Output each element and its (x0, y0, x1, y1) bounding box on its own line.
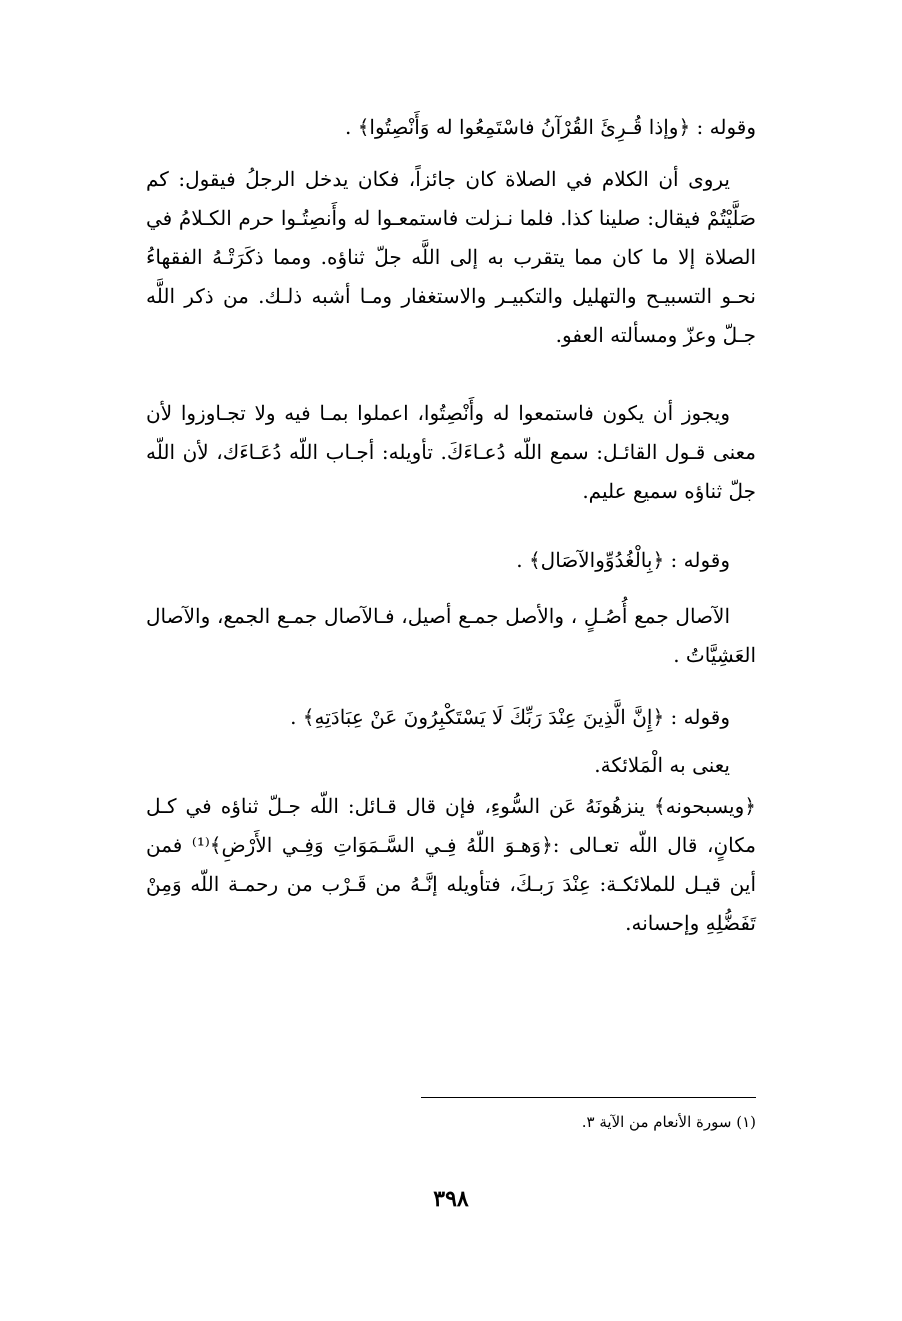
quote-verse-listen: وقوله : ﴿وإذا قُـرِئَ القُرْآنُ فاسْتَمِعُوا له وَأَنْصِتُوا﴾ . (344, 115, 756, 139)
paragraph-speech-in-prayer: يروى أن الكلام في الصلاة كان جائزاً، فكان يدخل الرجلُ فيقول: كم صَلَّيْتُمْ فيقال: صلينا كذا. فلما نـزلت فاستمعـوا له وأَنصِتُـوا حرم الكـلامُ في الصلاة إلا ما كان مما يتقرب به إلى اللَّه جلّ ثناؤه. ومما ذكَرَتْـهُ الفقهاءُ نحـو التسبيـح والتهليل والتكبيـر والاستغفار ومـا أشبه ذلـك. من ذكر اللَّه جـلّ وعزّ ومسألته العفو. (146, 167, 756, 347)
paragraph-asal-plural: الآصال جمع أُصُـلٍ ، والأصل جمـع أصيل، فـالآصال جمـع الجمع، والآصال العَشِيَّاتُ . (146, 604, 756, 667)
quote-verse-not-arrogant: وقوله : ﴿إِنَّ الَّذِينَ عِنْدَ رَبِّكَ لَا يَسْتَكْبِرُونَ عَنْ عِبَادَتِهِ﴾ . (290, 705, 730, 729)
paragraph-glorify: ﴿ويسبحونه﴾ ينزهُونَهُ عَن السُّوءِ، فإن قال قـائل: اللّه جـلّ ثناؤه في كـل مكانٍ، قال اللّه تعـالى :﴿وَهـوَ اللّهُ فِـي السَّـمَوَاتِ وَفِـي الأَرْضِ﴾⁽¹⁾ فمن أين قيـل للملائكـة: عِنْدَ رَبـكَ، فتأويله إنَّـهُ من قَـرْب من رحمـة اللّه وَمِنْ تَفَضُّلِهِ وإحسانه. (146, 794, 756, 935)
page-number: ٣٩٨ (433, 1186, 469, 1212)
footnote: (١) سورة الأنعام من الآية ٣. (581, 1113, 756, 1131)
paragraph-angels: يعنى به الْمَلائكة. (594, 753, 730, 777)
quote-verse-mornings: وقوله : ﴿بِالْغُدُوِّوالآصَال﴾ . (516, 548, 730, 572)
footnote-divider (421, 1097, 756, 1098)
paragraph-listen-meaning: ويجوز أن يكون فاستمعوا له وأَنْصِتُوا، اعملوا بمـا فيه ولا تجـاوزوا لأن معنى قـول القائـل: سمع اللّه دُعـاءَكَ. تأويله: أجـاب اللّه دُعَـاءَك، لأن اللّه جلّ ثناؤه سميع عليم. (146, 401, 756, 503)
